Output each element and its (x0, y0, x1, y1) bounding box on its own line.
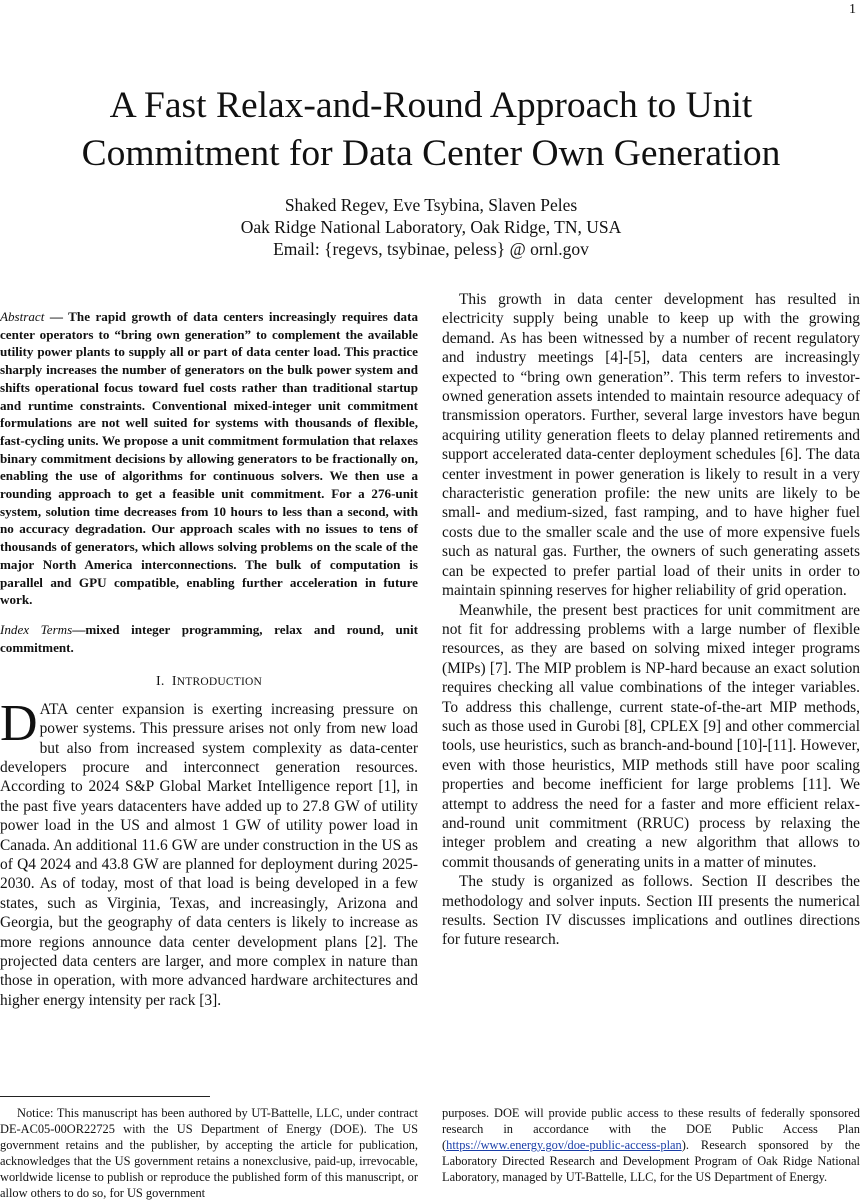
intro-paragraph (0, 694, 418, 1011)
left-column (0, 308, 418, 1010)
abstract (0, 308, 418, 609)
title-line-1: A Fast Relax-and-Round Approach to Unit (109, 85, 753, 126)
footnote-right-part-b: ). Research sponsored by the Laboratory Directed Research and Development Program of Oak Ridge National Laboratory, managed by UT-Battelle, LLC, for the US Department of Energy. (442, 1138, 860, 1185)
index-terms-label: Index Terms (0, 621, 73, 637)
section-title-first: I (171, 674, 177, 690)
drop-cap: D (0, 694, 38, 752)
body-paragraph-3: The study is organized as follows. Section II describes the methodology and solver inputs. Section III presents the numerical results. Section IV discusses implications and outlines directions for future research. (442, 873, 860, 949)
footnote-left (0, 1105, 418, 1202)
body-paragraph-1: This growth in data center development has resulted in electricity supply being unable to keep up with the growing demand. As has been witnessed by a number of recent regulatory and industry meetings [4]-[5], data centers are increasingly expected to “bring own generation”. This term refers to investor-owned generation assets intended to maintain resource adequacy of transmission operators. Further, several large investors have begun acquiring utility generation fleets to delay planned retirements and support accelerated data-center deployment schedules [6]. The data center investment in power generation is likely to result in a very characteristic generation profile: the new units are likely to be small- and medium-sized, fast ramping, and to have higher fuel costs due to the smaller scale and the use of more expensive fuels such as natural gas. Further, the owners of such generating assets can be expected to prefer partial load of their units in order to maintain spinning reserves for higher reliability of grid operation. (442, 291, 860, 600)
footnote-rule (0, 1096, 210, 1097)
body-paragraph-2: Meanwhile, the present best practices for unit commitment are not fit for addressing problems with a large number of flexible resources, as they are based on solving mixed integer programs (MIPs) [7]. The MIP problem is NP-hard because an exact solution requires checking all value combinations of the integer variables. To address this challenge, current state-of-the-art MIP methods, such as those used in Gurobi [8], CPLEX [9] and other commercial tools, use heuristics, such as branch-and-bound [10]-[11]. However, even with those heuristics, MIP methods still have poor scaling properties and become inefficient for large problems [11]. We attempt to address the need for a faster and more efficient relax-and-round unit commitment (RRUC) process by relaxing the integer problem and creating a new algorithm that allows to commit thousands of generating units in a matter of minutes. (442, 601, 860, 871)
doe-public-access-link[interactable]: https://www.energy.gov/doe-public-access-plan (446, 1138, 682, 1153)
paper-title (0, 82, 862, 178)
author-names: Shaked Regev, Eve Tsybina, Slaven Peles (284, 195, 578, 215)
intro-paragraph-text: ATA center expansion is exerting increasing pressure on power systems. This pressure arises not only from new load but also from increased system complexity as data-center developers procure and interconnect generation resources. According to 2024 S&P Global Market Intelligence report [1], in the past five years datacenters have added up to 27.8 GW of utility power load in the US and almost 1 GW of utility power load in Canada. An additional 11.6 GW are under construction in the US as of Q4 2024 and 43.8 GW are planned for deployment during 2025-2030. As of today, most of that load is being developed in a few states, such as Virginia, Texas, and increasingly, Arizona and Georgia, but the geography of data centers is likely to increase as more regions announce data center development plans [2]. The projected data centers are larger, and more complex in nature than those in operation, with more advanced hardware architectures and higher energy intensity per rack [3]. (0, 700, 418, 1009)
index-terms (0, 621, 418, 656)
footnote-right-text (442, 1105, 860, 1185)
right-column (442, 290, 860, 950)
abstract-label: Abstract (0, 309, 45, 324)
index-terms-text: —mixed integer programming, relax and round, unit commitment. (0, 621, 419, 655)
author-block (0, 194, 862, 260)
footnote-right-part-a: purposes. DOE will provide public access to these results of federally sponsored research in accordance with the DOE Public Access Plan ( (442, 1106, 860, 1153)
footnote-right (442, 1105, 860, 1185)
section-title-rest: NTRODUCTION (176, 676, 263, 689)
title-line-2: Commitment for Data Center Own Generation (81, 133, 781, 174)
affiliation: Oak Ridge National Laboratory, Oak Ridge, TN, USA (240, 217, 622, 237)
page-number: 1 (849, 2, 856, 17)
email-line: Email: {regevs, tsybinae, peless} @ ornl.gov (273, 239, 589, 259)
abstract-text: — The rapid growth of data centers increasingly requires data center operators to “bring own generation” to complement the available utility power plants to supply all or part of data center load. This practice sharply increases the number of generators on the bulk power system and shifts operational focus toward fuel costs rather than traditional startup and runtime constraints. Conventional mixed-integer unit commitment formulations are not well suited for systems with thousands of flexible, fast-cycling units. We propose a unit commitment formulation that relaxes binary commitment decisions by allowing generators to be fractionally on, enabling the use of algorithms for continuous solvers. We then use a rounding approach to get a feasible unit commitment. For a 276-unit system, solution time decreases from 10 hours to less than a second, with no accuracy degradation. Our approach scales with no issues to tens of thousands of generators, which allows solving problems on the scale of the major North America interconnections. The bulk of computation is parallel and GPU compatible, enabling further acceleration in future work. (0, 309, 418, 608)
footnote-left-text: Notice: This manuscript has been authored by UT-Battelle, LLC, under contract DE-AC05-00OR22725 with the US Department of Energy (DOE). The US government retains and the publisher, by accepting the article for publication, acknowledges that the US government retains a nonexclusive, paid-up, irrevocable, worldwide license to publish or reproduce the published form of this manuscript, or allow others to do so, for US government (0, 1106, 418, 1201)
section-number: I. (155, 674, 165, 690)
section-heading-introduction (0, 672, 418, 692)
